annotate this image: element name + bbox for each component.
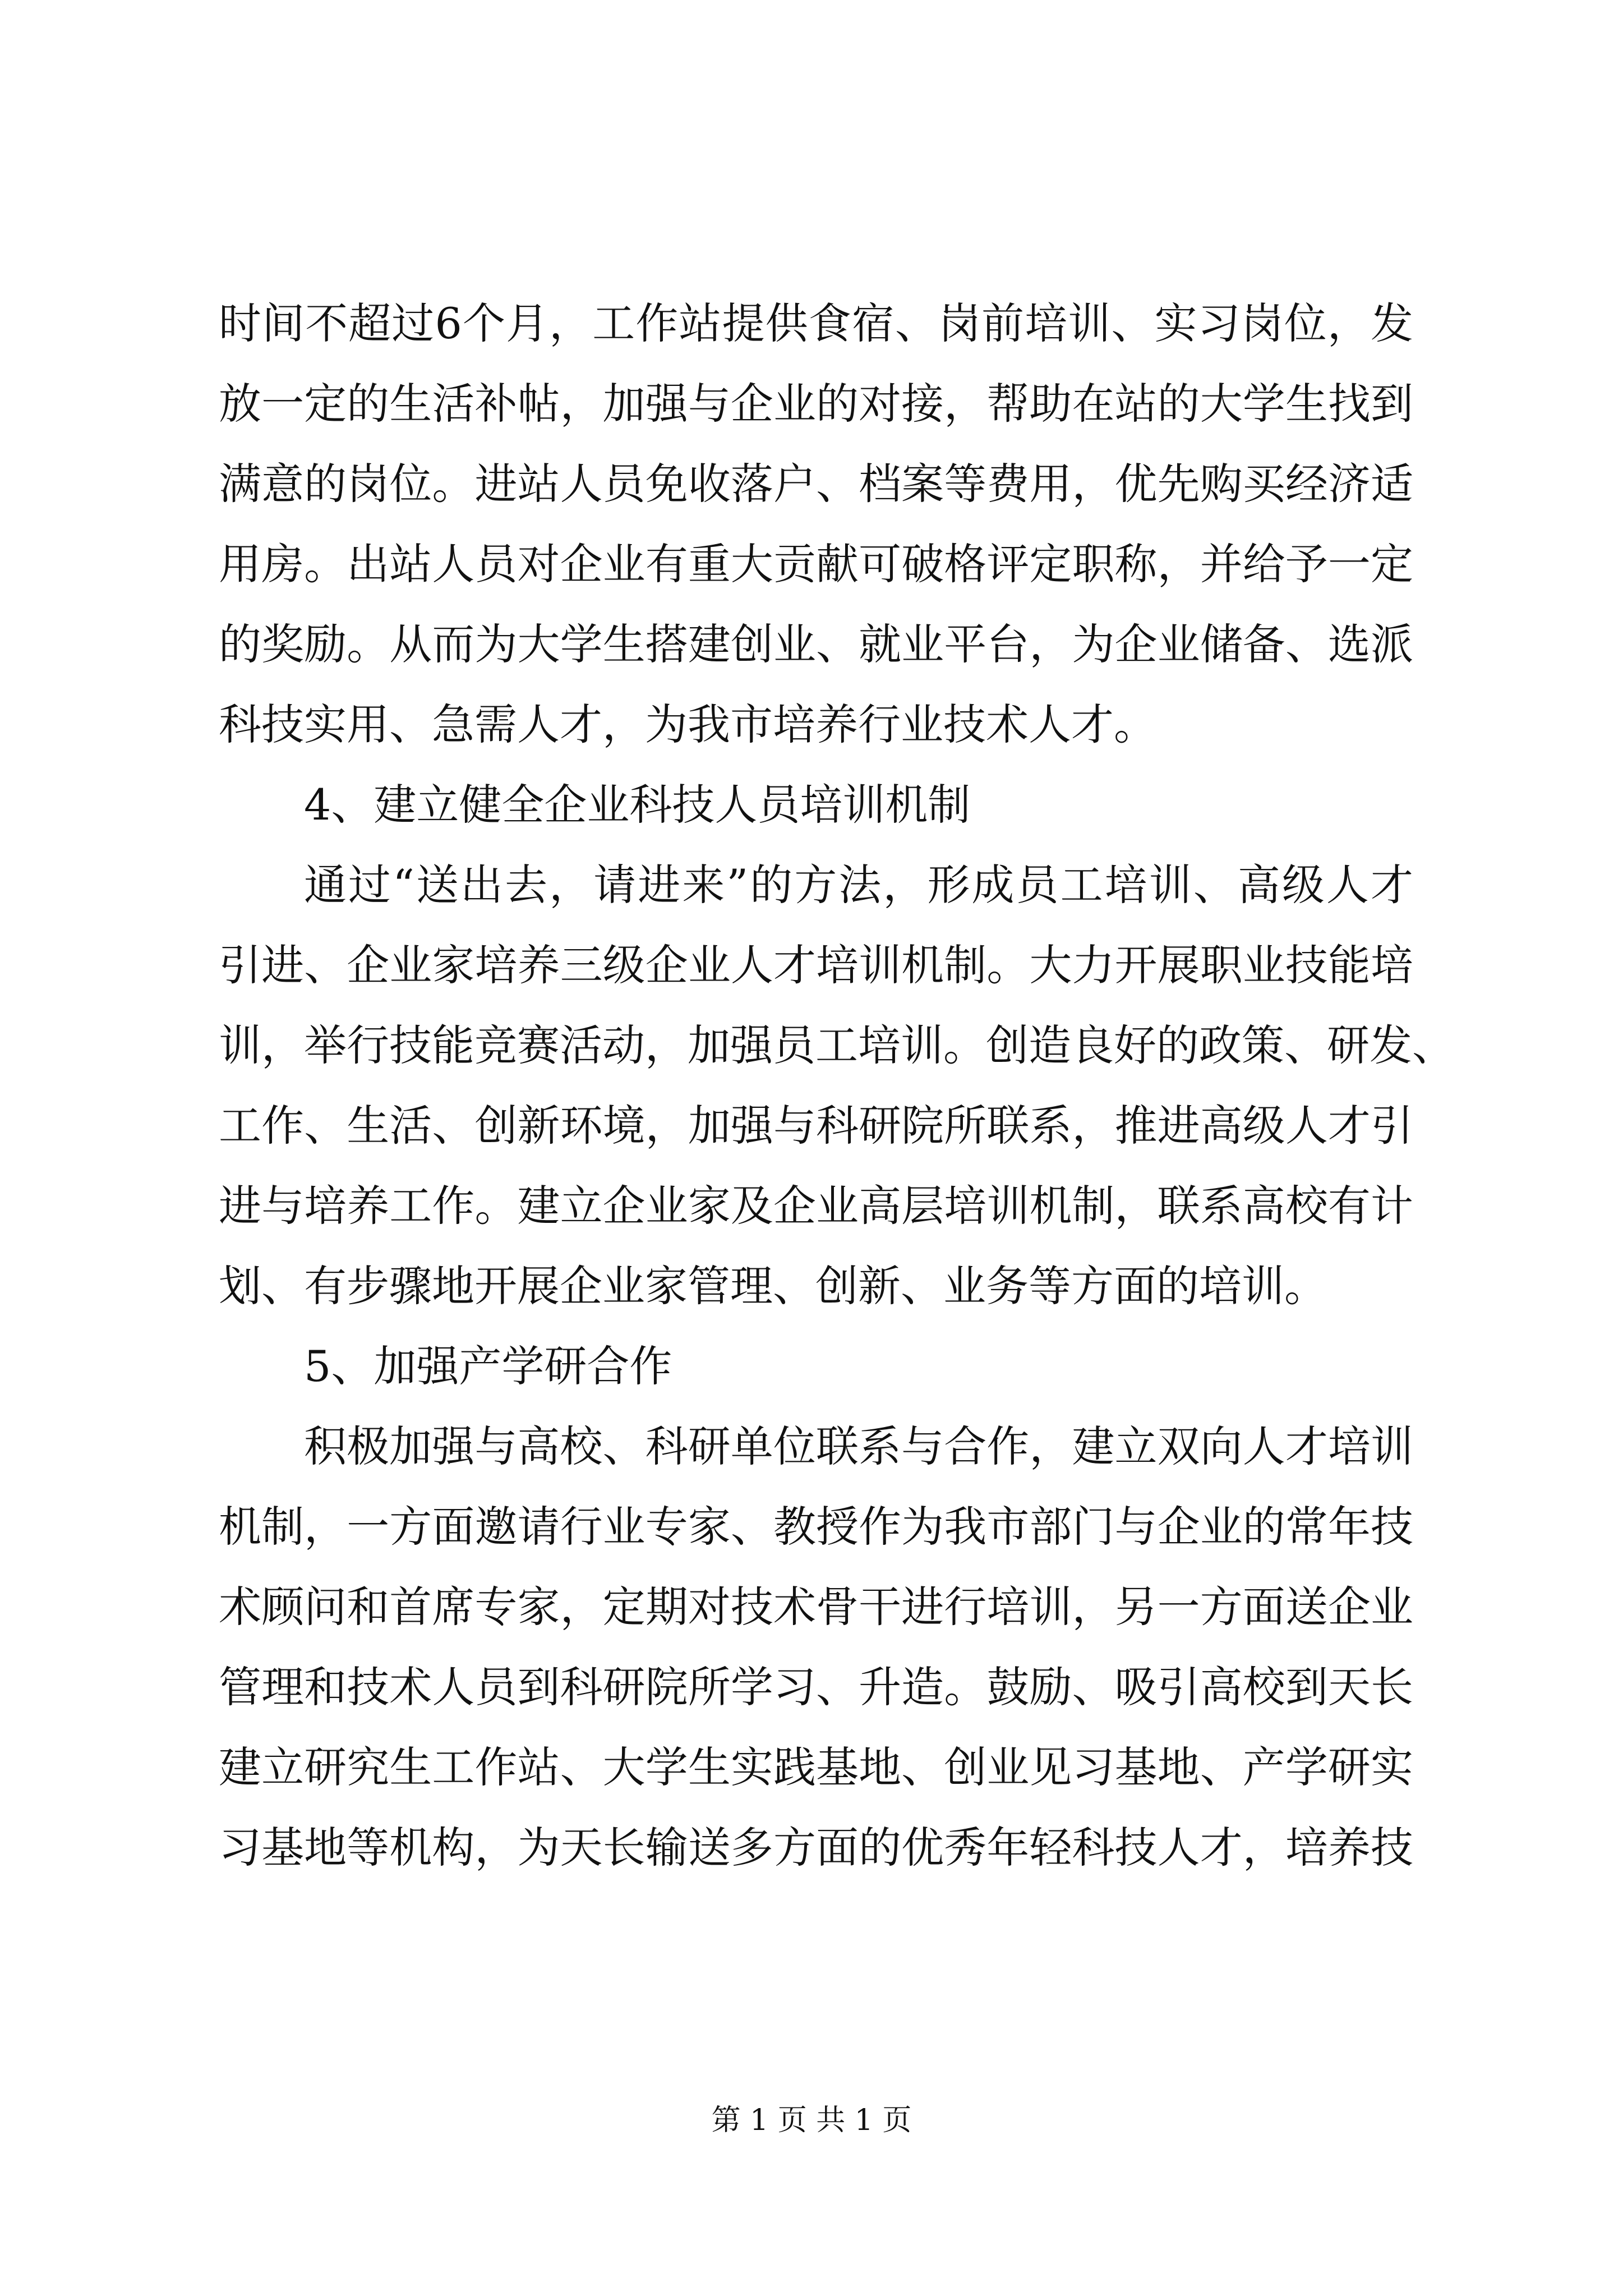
text-line: 的奖励。从而为大学生搭建创业、就业平台，为企业储备、选派 [219, 619, 1413, 669]
text-line: 科技实用、急需人才，为我市培养行业技术人才。 [219, 700, 1156, 749]
text-line: 习基地等机构，为天长输送多方面的优秀年轻科技人才，培养技 [219, 1823, 1413, 1872]
text-line: 用房。出站人员对企业有重大贡献可破格评定职称，并给予一定 [219, 539, 1413, 589]
text-line: 划、有步骤地开展企业家管理、创新、业务等方面的培训。 [219, 1261, 1327, 1311]
text-line: 通过“送出去，请进来”的方法，形成员工培训、高级人才 [304, 860, 1413, 910]
text-line: 满意的岗位。进站人员免收落户、档案等费用，优先购买经济适 [219, 459, 1413, 509]
text-line: 工作、生活、创新环境，加强与科研院所联系，推进高级人才引 [219, 1101, 1413, 1151]
text-line: 术顾问和首席专家，定期对技术骨干进行培训，另一方面送企业 [219, 1582, 1413, 1632]
document-body [219, 283, 1455, 1888]
page-footer: 第 1 页 共 1 页 [711, 2104, 912, 2137]
text-line: 建立研究生工作站、大学生实践基地、创业见习基地、产学研实 [219, 1742, 1413, 1792]
section-heading-4: 4、建立健全企业科技人员培训机制 [304, 780, 971, 830]
paragraph-industry-cooperation [219, 1406, 1413, 1888]
text-line: 机制，一方面邀请行业专家、教授作为我市部门与企业的常年技 [219, 1502, 1413, 1552]
paragraph-continuation [219, 283, 1413, 765]
section-heading-5: 5、加强产学研合作 [304, 1341, 672, 1391]
text-line: 放一定的生活补帖，加强与企业的对接，帮助在站的大学生找到 [219, 379, 1413, 429]
text-line: 引进、企业家培养三级企业人才培训机制。大力开展职业技能培 [219, 940, 1413, 990]
text-line: 积极加强与高校、科研单位联系与合作，建立双向人才培训 [304, 1421, 1413, 1471]
text-line: 进与培养工作。建立企业家及企业高层培训机制，联系高校有计 [219, 1181, 1413, 1231]
text-line: 时间不超过6个月，工作站提供食宿、岗前培训、实习岗位，发 [219, 298, 1413, 348]
text-line: 管理和技术人员到科研院所学习、升造。鼓励、吸引高校到天长 [219, 1662, 1413, 1712]
text-line: 训，举行技能竞赛活动，加强员工培训。创造良好的政策、研发、 [219, 1020, 1455, 1070]
paragraph-training-mechanism [219, 845, 1455, 1326]
